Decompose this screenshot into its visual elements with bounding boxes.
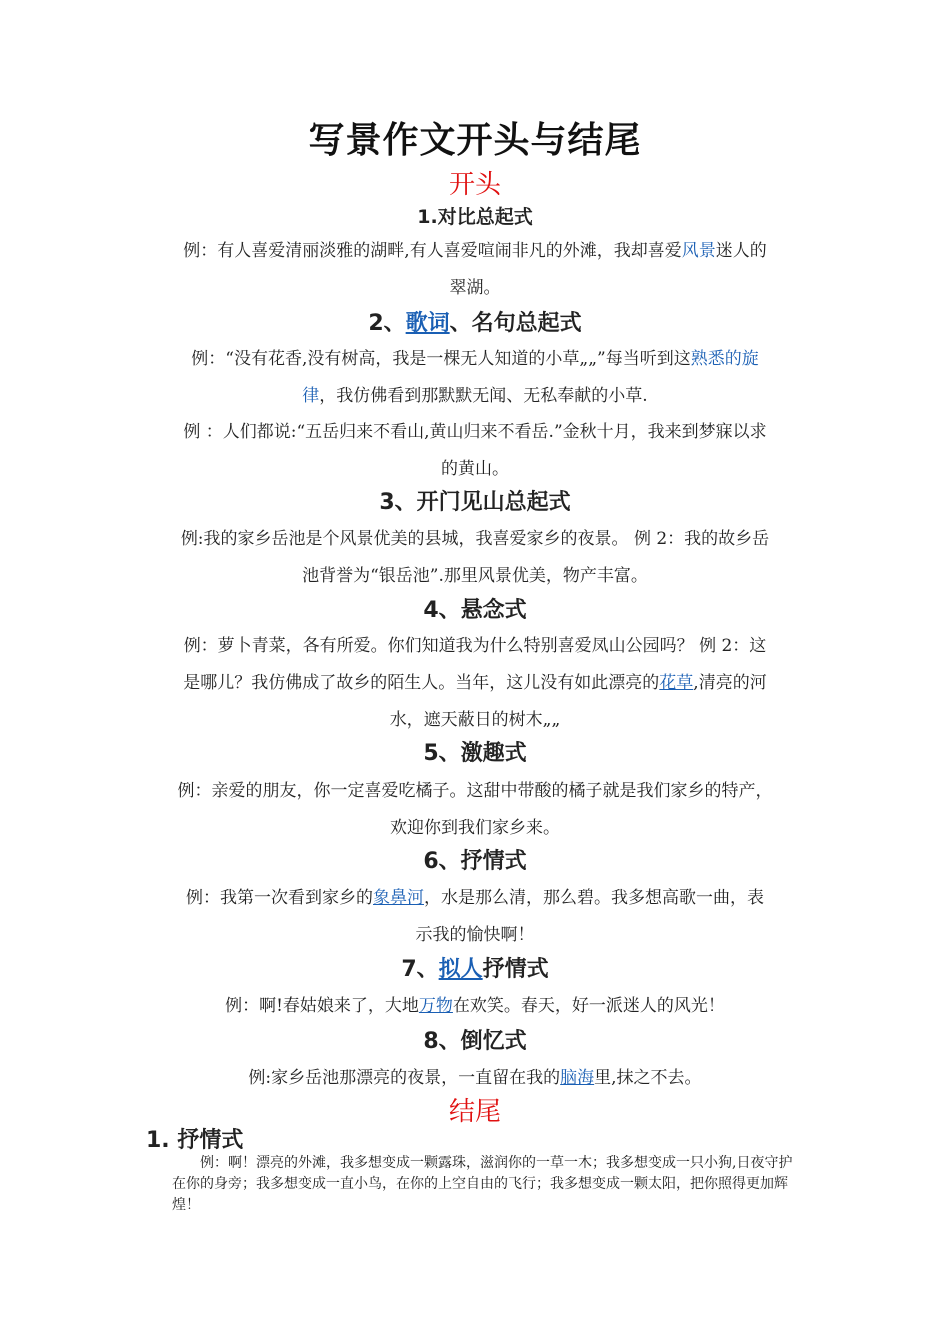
- text-run: 示我的愉快啊！: [415, 925, 535, 945]
- text-run: 例:我的家乡岳池是个风景优美的县城，我喜爱家乡的夜景。 例 2：我的故乡岳: [180, 529, 770, 549]
- text-run: 例：啊!春姑娘来了，大地: [225, 996, 419, 1016]
- text-run: ，我仿佛看到那默默无闻、无私奉献的小草.: [319, 386, 648, 406]
- text-run: 水，遮天蔽日的树木„„: [389, 710, 561, 730]
- text-run: 的黄山。: [441, 459, 509, 479]
- text-run: ,清亮的河: [693, 673, 767, 693]
- text-run: 在欢笑。春天，好一派迷人的风光！: [452, 996, 725, 1016]
- text-run: 翠湖。: [449, 278, 501, 298]
- link-huacao[interactable]: 花草: [659, 673, 694, 693]
- section-heading-5: 5、激趣式: [423, 741, 527, 766]
- text-run: 里,抹之不去。: [594, 1068, 702, 1088]
- text-run: 例：萝卜青菜，各有所爱。你们知道我为什么特别喜爱凤山公园吗？ 例 2：这: [183, 636, 767, 656]
- text-run: 是哪儿？我仿佛成了故乡的陌生人。当年，这儿没有如此漂亮的: [183, 673, 660, 693]
- page-title: 写景作文开头与结尾: [308, 119, 642, 161]
- section-heading-1: 1.对比总起式: [417, 206, 533, 228]
- link-fengjing[interactable]: 风景: [681, 241, 716, 261]
- section-2-paragraph-1: [140, 341, 810, 415]
- section-heading-2: [0, 306, 950, 337]
- heading-text: 、名句总起式: [449, 311, 582, 336]
- section-2-paragraph-2: [140, 414, 810, 488]
- link-naohai[interactable]: 脑海: [560, 1068, 595, 1088]
- text-run: 欢迎你到我们家乡来。: [390, 818, 560, 838]
- ending-section-heading: 1. 抒情式: [146, 1128, 244, 1153]
- text-run: 例:家乡岳池那漂亮的夜景，一直留在我的: [248, 1068, 561, 1088]
- section-6-paragraph: [140, 880, 810, 954]
- section-heading-7: [0, 952, 950, 983]
- text-run: 例：亲爱的朋友，你一定喜爱吃橘子。这甜中带酸的橘子就是我们家乡的特产，: [177, 781, 773, 801]
- link-wanwu[interactable]: 万物: [418, 996, 453, 1016]
- link-shuxi-xuanlv[interactable]: 熟悉的旋: [690, 349, 759, 369]
- text-run: 例：我第一次看到家乡的: [186, 888, 373, 908]
- section-5-paragraph: [140, 773, 810, 847]
- ending-paragraph: 例：啊！漂亮的外滩，我多想变成一颗露珠，滋润你的一草一木；我多想变成一只小狗,日夜守护在你的身旁；我多想变成一直小鸟，在你的上空自由的飞行；我多想变成一颗太阳，把你照得更加辉煌！: [172, 1155, 793, 1213]
- text-run: 迷人的: [715, 241, 767, 261]
- text-run: 例：有人喜爱清丽淡雅的湖畔,有人喜爱喧闹非凡的外滩，我却喜爱: [183, 241, 682, 261]
- text-run: 池背誉为“银岳池”.那里风景优美，物产丰富。: [302, 566, 648, 586]
- heading-text: 抒情式: [482, 957, 549, 982]
- text-run: 例：“没有花香,没有树高，我是一棵无人知道的小草„„”每当听到这: [191, 349, 691, 369]
- heading-number: 2、: [368, 311, 406, 336]
- heading-number: 7、: [401, 957, 439, 982]
- section-3-paragraph: [140, 521, 810, 595]
- link-geci[interactable]: 歌词: [405, 311, 450, 336]
- section-heading-4: 4、悬念式: [423, 598, 527, 623]
- text-run: 例 ：人们都说:“五岳归来不看山,黄山归来不看岳.”金秋十月，我来到梦寐以求: [183, 422, 767, 442]
- section-4-paragraph: [140, 628, 810, 739]
- link-niren[interactable]: 拟人: [438, 957, 483, 982]
- opening-heading: 开头: [448, 170, 501, 200]
- link-shuxi-xuanlv-cont[interactable]: 律: [302, 386, 320, 406]
- section-heading-6: 6、抒情式: [423, 849, 527, 874]
- section-heading-3: 3、开门见山总起式: [379, 490, 571, 515]
- section-1-paragraph: [140, 233, 810, 307]
- ending-heading: 结尾: [448, 1097, 501, 1127]
- section-heading-8: 8、倒忆式: [423, 1029, 527, 1054]
- text-run: ，水是那么清，那么碧。我多想高歌一曲，表: [424, 888, 764, 908]
- section-7-paragraph: [140, 988, 810, 1025]
- link-xiangbihe[interactable]: 象鼻河: [373, 888, 424, 908]
